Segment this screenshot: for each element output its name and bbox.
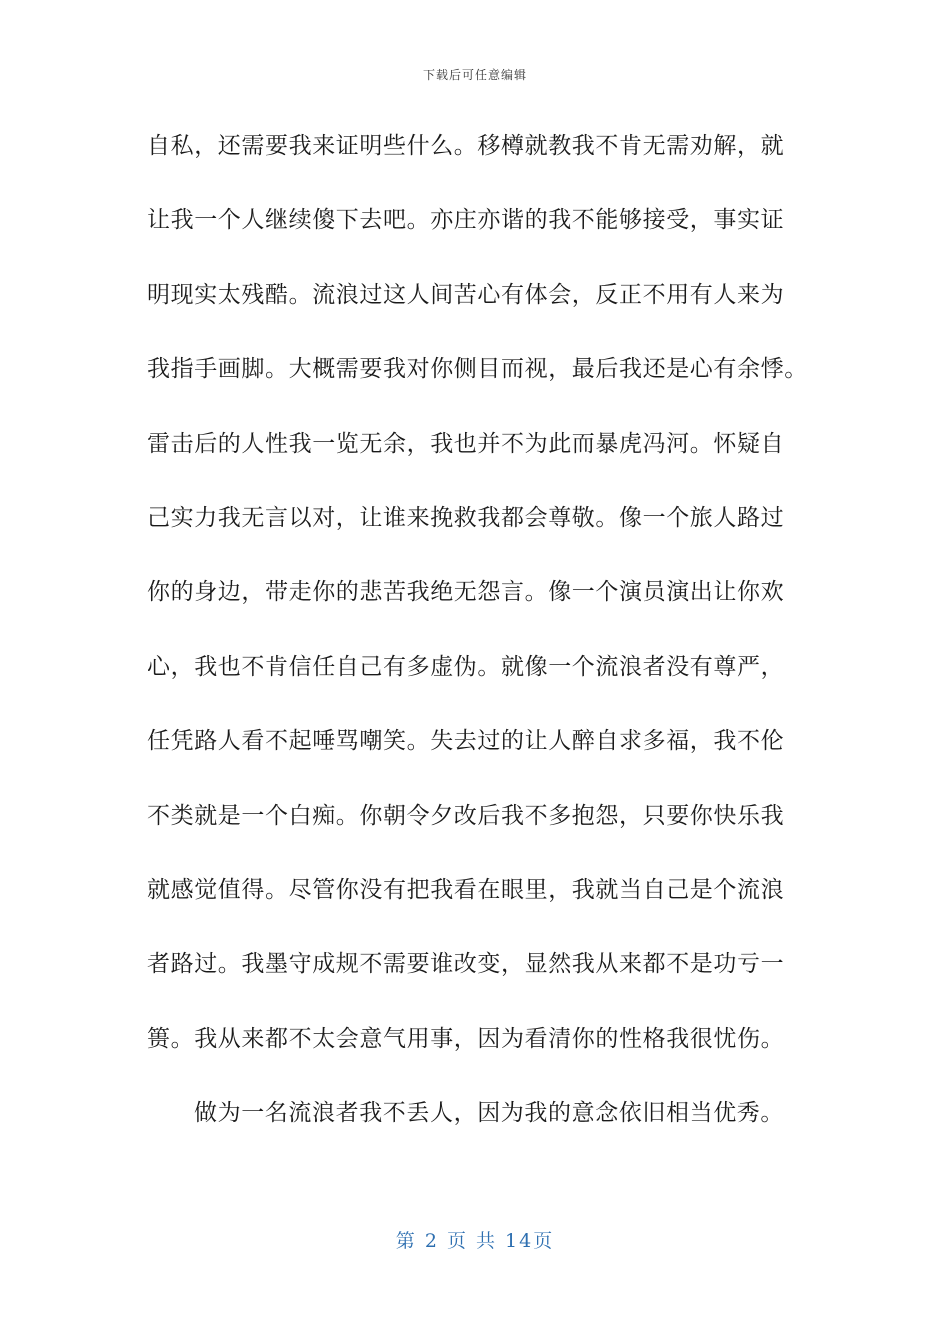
paragraph-start-line: 做为一名流浪者我不丢人，因为我的意念依旧相当优秀。 xyxy=(194,1100,784,1127)
text-line: 己实力我无言以对，让谁来挽救我都会尊敬。像一个旅人路过 xyxy=(147,504,785,531)
document-body xyxy=(147,124,827,1165)
text-line: 篑。我从来都不太会意气用事，因为看清你的性格我很忧伤。 xyxy=(147,1025,785,1052)
text-line: 你的身边，带走你的悲苦我绝无怨言。像一个演员演出让你欢 xyxy=(147,579,785,606)
text-line: 心，我也不肯信任自己有多虚伪。就像一个流浪者没有尊严， xyxy=(147,653,785,680)
text-line: 让我一个人继续傻下去吧。亦庄亦谐的我不能够接受，事实证 xyxy=(147,207,785,234)
text-line: 我指手画脚。大概需要我对你侧目而视，最后我还是心有余悸。 xyxy=(147,356,808,383)
text-line: 自私，还需要我来证明些什么。移樽就教我不肯无需劝解，就 xyxy=(147,133,785,159)
text-line: 者路过。我墨守成规不需要谁改变，显然我从来都不是功亏一 xyxy=(147,951,785,978)
text-line: 任凭路人看不起唾骂嘲笑。失去过的让人醉自求多福，我不伦 xyxy=(147,728,785,755)
text-line: 雷击后的人性我一览无余，我也并不为此而暴虎冯河。怀疑自 xyxy=(147,430,785,457)
page-number: 第 2 页 共 14页 xyxy=(395,1230,555,1252)
text-line: 不类就是一个白痴。你朝令夕改后我不多抱怨，只要你快乐我 xyxy=(147,802,785,829)
page-header-note: 下载后可任意编辑 xyxy=(422,68,527,82)
text-line: 就感觉值得。尽管你没有把我看在眼里，我就当自己是个流浪 xyxy=(147,876,785,903)
text-line: 明现实太残酷。流浪过这人间苦心有体会，反正不用有人来为 xyxy=(147,281,785,308)
